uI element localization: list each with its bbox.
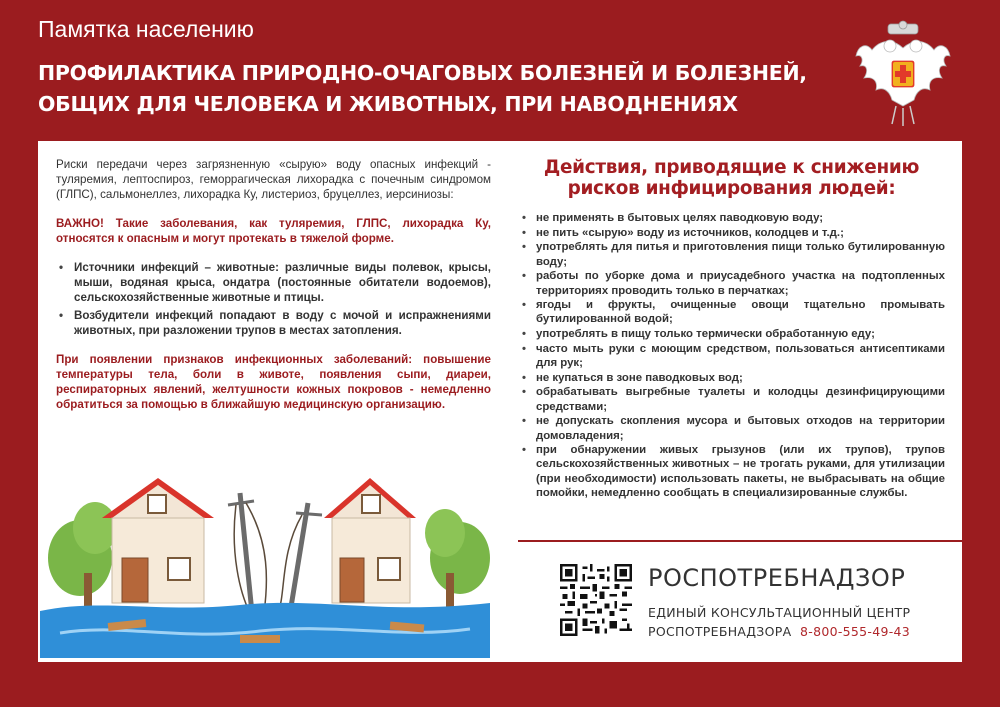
risk-intro: Риски передачи через загрязненную «сырую» воду опасных инфекций - туляремия, лептоспироз, геморрагическая лихорадка с почечным синдромом (ГЛПС), сальмонеллез, лихорадка Ку, листериоз, бруцеллез, иерсиниозы: (56, 158, 491, 201)
warning-label: ВАЖНО! (56, 217, 104, 230)
list-item: • употреблять в пищу только термически обработанную еду; (518, 327, 945, 341)
qr-code-icon[interactable] (560, 564, 632, 636)
left-column (56, 157, 491, 426)
emblem-icon (852, 20, 954, 128)
list-item: • употреблять для питья и приготовления пищи только бутилированную воду; (518, 240, 945, 268)
title-line-1: ПРОФИЛАКТИКА ПРИРОДНО-ОЧАГОВЫХ БОЛЕЗНЕЙ И БОЛЕЗНЕЙ, (38, 61, 807, 85)
list-item: • не допускать скопления мусора и бытовых отходов на территории домовладения; (518, 414, 945, 442)
list-item: • не применять в бытовых целях паводковую воду; (518, 211, 945, 225)
consult-center-line2 (648, 624, 910, 639)
list-item: • часто мыть руки с моющим средством, пользоваться антисептиками для рук; (518, 342, 945, 370)
flood-illustration (40, 463, 490, 658)
right-column (518, 157, 945, 501)
org-name: РОСПОТРЕБНАДЗОР (648, 564, 906, 592)
actions-list (518, 211, 945, 500)
footer-divider (518, 540, 962, 542)
consult-center-name: РОСПОТРЕБНАДЗОРА (648, 624, 792, 639)
sources-list (56, 260, 491, 338)
list-item: • Источники инфекций – животные: различные виды полевок, крысы, мыши, водяная крыса, ондатра (постоянные обитатели водоемов), сельскохозяйственные животные и птицы. (56, 260, 491, 305)
phone-number[interactable]: 8-800-555-49-43 (800, 624, 911, 639)
list-item: • работы по уборке дома и приусадебного участка на подтопленных территориях проводить только в перчатках; (518, 269, 945, 297)
list-item: • обрабатывать выгребные туалеты и колодцы дезинфицирующими средствами; (518, 385, 945, 413)
actions-heading: Действия, приводящие к снижению рисков инфицирования людей: (543, 157, 920, 199)
warning-paragraph (56, 216, 491, 246)
title-line-2: ОБЩИХ ДЛЯ ЧЕЛОВЕКА И ЖИВОТНЫХ, ПРИ НАВОДНЕНИЯХ (38, 92, 738, 116)
symptoms-alert: При появлении признаков инфекционных заболеваний: повышение температуры тела, боли в животе, появления сыпи, диареи, респираторных явлений, желтушности кожных покровов - немедленно обратиться за помощью в ближайшую медицинскую организацию. (56, 353, 491, 411)
header (0, 0, 1000, 140)
consult-center-line1: ЕДИНЫЙ КОНСУЛЬТАЦИОННЫЙ ЦЕНТР (648, 605, 911, 620)
list-item: • при обнаружении живых грызунов (или их трупов), трупов сельскохозяйственных животных – не трогать руками, для утилизации (при необходимости) использовать пакеты, не выбрасывать на общие помойки, немедленно сообщать в специализированные службы. (518, 443, 945, 500)
list-item: • Возбудители инфекций попадают в воду с мочой и испражнениями животных, при разложении трупов в местах затопления. (56, 308, 491, 338)
warning-text: Такие заболевания, как туляремия, ГЛПС, лихорадка Ку, относятся к опасным и могут протекать в тяжелой форме. (56, 217, 491, 245)
page-subtitle: Памятка населению (38, 16, 254, 42)
list-item: • не пить «сырую» воду из источников, колодцев и т.д.; (518, 226, 945, 240)
page-title (38, 58, 838, 120)
list-item: • не купаться в зоне паводковых вод; (518, 371, 945, 385)
list-item: • ягоды и фрукты, очищенные овощи тщательно промывать бутилированной водой; (518, 298, 945, 326)
